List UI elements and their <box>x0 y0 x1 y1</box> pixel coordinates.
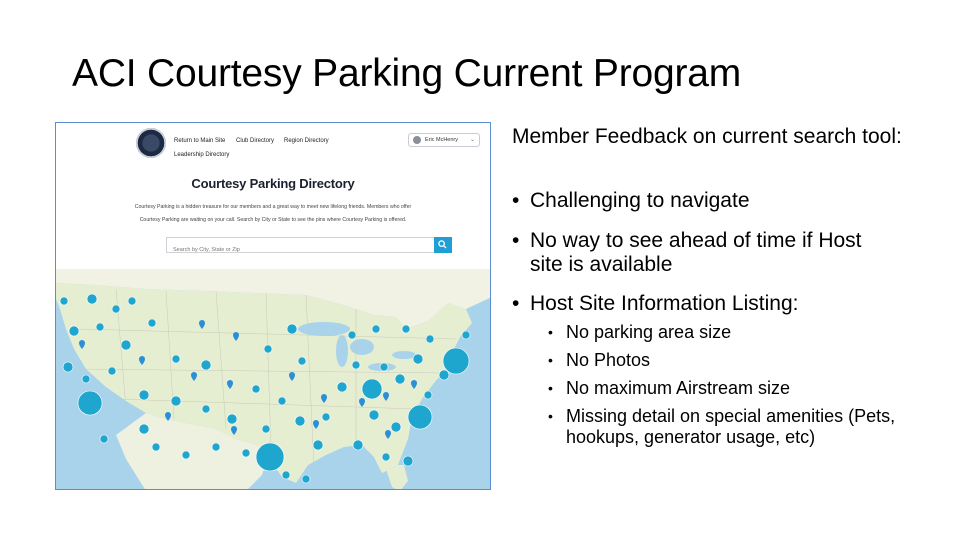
nav-leadership-directory[interactable]: Leadership Directory <box>174 152 230 158</box>
map-cluster-marker[interactable] <box>60 297 68 305</box>
map-cluster-marker[interactable] <box>202 405 210 413</box>
bullet-dot-icon: • <box>512 189 520 212</box>
map-cluster-marker[interactable] <box>408 405 432 429</box>
sub-bullet-text: No parking area size <box>566 322 732 342</box>
map-cluster-marker[interactable] <box>100 435 108 443</box>
map-cluster-marker[interactable] <box>295 416 305 426</box>
map-cluster-marker[interactable] <box>362 379 382 399</box>
map-cluster-marker[interactable] <box>139 424 149 434</box>
map-cluster-marker[interactable] <box>443 348 469 374</box>
map-cluster-marker[interactable] <box>256 443 284 471</box>
map-cluster-marker[interactable] <box>242 449 250 457</box>
map-cluster-marker[interactable] <box>413 354 423 364</box>
map-cluster-marker[interactable] <box>139 390 149 400</box>
map-cluster-marker[interactable] <box>337 382 347 392</box>
map-cluster-marker[interactable] <box>348 331 356 339</box>
map-cluster-marker[interactable] <box>462 331 470 339</box>
aci-logo <box>136 128 166 158</box>
user-name: Eric McHenry <box>425 137 459 143</box>
user-menu-button[interactable] <box>408 133 480 147</box>
directory-screenshot <box>55 122 491 490</box>
search-bar <box>166 237 452 253</box>
search-button[interactable] <box>434 237 452 253</box>
map-cluster-marker[interactable] <box>278 397 286 405</box>
slide-title: ACI Courtesy Parking Current Program <box>72 52 742 95</box>
map-cluster-marker[interactable] <box>152 443 160 451</box>
map-cluster-marker[interactable] <box>112 305 120 313</box>
sub-bullet-text: No Photos <box>566 350 651 370</box>
sub-bullet-dot-icon: • <box>548 324 553 340</box>
bullet-text: Challenging to navigate <box>530 189 750 212</box>
map-cluster-marker[interactable] <box>426 335 434 343</box>
map-cluster-marker[interactable] <box>403 456 413 466</box>
map-cluster-marker[interactable] <box>212 443 220 451</box>
map-cluster-marker[interactable] <box>108 367 116 375</box>
search-icon <box>438 240 447 249</box>
map-cluster-marker[interactable] <box>78 391 102 415</box>
map-cluster-marker[interactable] <box>298 357 306 365</box>
directory-title: Courtesy Parking Directory <box>191 176 355 191</box>
map-cluster-marker[interactable] <box>87 294 97 304</box>
intro-text-line-1: Courtesy Parking is a hidden treasure for our members and a great way to meet new lifelong friends. Members who offer <box>134 204 412 210</box>
bullet-text: Host Site Information Listing: <box>530 292 799 315</box>
map-cluster-marker[interactable] <box>282 471 290 479</box>
map-cluster-marker[interactable] <box>369 410 379 420</box>
map-cluster-marker[interactable] <box>382 453 390 461</box>
map-cluster-marker[interactable] <box>313 440 323 450</box>
user-avatar-icon <box>413 136 421 144</box>
map-cluster-marker[interactable] <box>172 355 180 363</box>
bullet-text: No way to see ahead of time if Host site is available <box>530 229 862 276</box>
map-cluster-marker[interactable] <box>439 370 449 380</box>
map-cluster-marker[interactable] <box>352 361 360 369</box>
sub-bullet-dot-icon: • <box>548 408 553 424</box>
bullet-dot-icon: • <box>512 292 520 315</box>
search-input[interactable] <box>167 243 433 257</box>
sub-bullet-dot-icon: • <box>548 380 553 396</box>
map-cluster-marker[interactable] <box>402 325 410 333</box>
site-header <box>56 123 490 269</box>
feedback-heading: Member Feedback on current search tool: <box>512 125 902 148</box>
map-cluster-marker[interactable] <box>227 414 237 424</box>
map-cluster-marker[interactable] <box>63 362 73 372</box>
map-cluster-marker[interactable] <box>82 375 90 383</box>
map-cluster-marker[interactable] <box>201 360 211 370</box>
nav-club-directory[interactable]: Club Directory <box>236 138 275 144</box>
map-cluster-marker[interactable] <box>322 413 330 421</box>
sub-bullet-text: Missing detail on special amenities (Pets, hookups, generator usage, etc) <box>566 406 896 447</box>
map-cluster-marker[interactable] <box>353 440 363 450</box>
map-cluster-marker[interactable] <box>182 451 190 459</box>
map-cluster-marker[interactable] <box>391 422 401 432</box>
sub-bullet-dot-icon: • <box>548 352 553 368</box>
map-cluster-marker[interactable] <box>424 391 432 399</box>
map-cluster-marker[interactable] <box>302 475 310 483</box>
map-cluster-marker[interactable] <box>69 326 79 336</box>
map-cluster-marker[interactable] <box>264 345 272 353</box>
map-cluster-marker[interactable] <box>372 325 380 333</box>
map-cluster-marker[interactable] <box>287 324 297 334</box>
nav-return-main-site[interactable]: Return to Main Site <box>174 138 226 144</box>
chevron-down-icon: ⌄ <box>469 137 475 143</box>
map-cluster-marker[interactable] <box>380 363 388 371</box>
map-cluster-marker[interactable] <box>252 385 260 393</box>
map-cluster-marker[interactable] <box>121 340 131 350</box>
map-cluster-marker[interactable] <box>171 396 181 406</box>
bullet-dot-icon: • <box>512 229 520 252</box>
map-cluster-marker[interactable] <box>128 297 136 305</box>
map-cluster-marker[interactable] <box>262 425 270 433</box>
courtesy-parking-map[interactable] <box>56 269 491 490</box>
sub-bullet-text: No maximum Airstream size <box>566 378 791 398</box>
map-cluster-marker[interactable] <box>96 323 104 331</box>
nav-region-directory[interactable]: Region Directory <box>284 138 329 144</box>
map-cluster-marker[interactable] <box>395 374 405 384</box>
intro-text-line-2: Courtesy Parking are waiting on your call. Search by City or State to see the pins where Courtesy Parking is offered. <box>139 217 407 223</box>
map-cluster-marker[interactable] <box>148 319 156 327</box>
